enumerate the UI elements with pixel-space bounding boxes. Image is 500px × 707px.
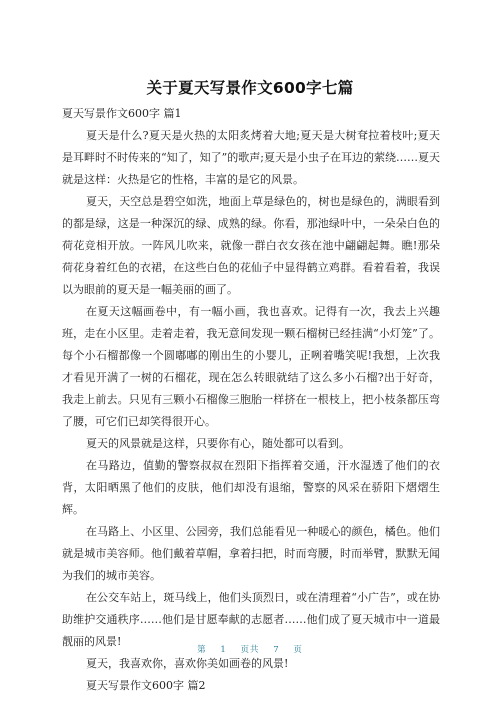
footer-ye-gong: 页共	[240, 645, 260, 655]
paragraph: 夏天，我喜欢你，喜欢你美如画卷的风景!	[86, 657, 289, 670]
paragraph: 在公交车站上，斑马线上，他们头顶烈日，或在清理着“小广告”，或在协助维护交通秩序……他们是甘愿奉献的志愿者……他们成了夏天城市中一道最靓丽的风景!	[62, 591, 440, 648]
page-footer	[0, 643, 500, 655]
paragraph: 夏天，天空总是碧空如洗，地面上草是绿色的，树也是绿色的，满眼看到的都是绿，这是一种深沉的绿、成熟的绿。你看，那池绿叶中，一朵朵白色的荷花竞相开放。一阵风儿吹来，就像一群白衣女孩在池中翩翩起舞。瞧!那朵荷花身着红色的衣裙，在这些白色的花仙子中显得鹤立鸡群。看着看着，我误以为眼前的夏天是一幅美丽的画了。	[62, 195, 440, 296]
document-body	[62, 103, 440, 697]
paragraph: 在夏天这幅画卷中，有一幅小画，我也喜欢。记得有一次，我去上兴趣班，走在小区里。走着走着，我无意间发现一颗石榴树已经挂满“小灯笼”了。每个小石榴都像一个圆嘟嘟的刚出生的小婴儿，正咧着嘴笑呢!我想，上次我才看见开满了一树的石榴花，现在怎么转眼就结了这么多小石榴?出于好奇，我走上前去。只见有三颗小石榴像三胞胎一样挤在一根枝上，把小枝条都压弯了腰，可它们已却笑得很开心。	[62, 305, 440, 428]
footer-di: 第	[197, 645, 207, 655]
paragraph: 在马路上、小区里、公园旁，我们总能看见一种暖心的颜色，橘色。他们就是城市美容师。他们戴着草帽，拿着扫把，时而弯腰，时而举臂，默默无闻为我们的城市美容。	[62, 525, 440, 582]
paragraph: 在马路边，值勤的警察叔叔在烈阳下指挥着交通，汗水湿透了他们的衣背，太阳晒黑了他们的皮肤，他们却没有退缩，警察的风采在骄阳下熠熠生辉。	[62, 459, 440, 516]
paragraph: 夏天是什么?夏天是火热的太阳炙烤着大地;夏天是大树耷拉着枝叶;夏天是耳畔时不时传来的“知了，知了”的歌声;夏天是小虫子在耳边的萦绕……夏天就是这样：火热是它的性格，丰富的是它的风景。	[62, 129, 440, 186]
footer-total-pages: 7	[273, 645, 280, 655]
paragraph: 夏天的风景就是这样，只要你有心，随处都可以看到。	[86, 437, 350, 450]
document-title: 关于夏天写景作文600字七篇	[146, 79, 354, 97]
section-heading-2: 夏天写景作文600字 篇2	[86, 679, 206, 692]
section-heading-1: 夏天写景作文600字 篇1	[62, 107, 182, 120]
footer-page-number: 1	[220, 645, 227, 655]
footer-ye: 页	[293, 645, 303, 655]
